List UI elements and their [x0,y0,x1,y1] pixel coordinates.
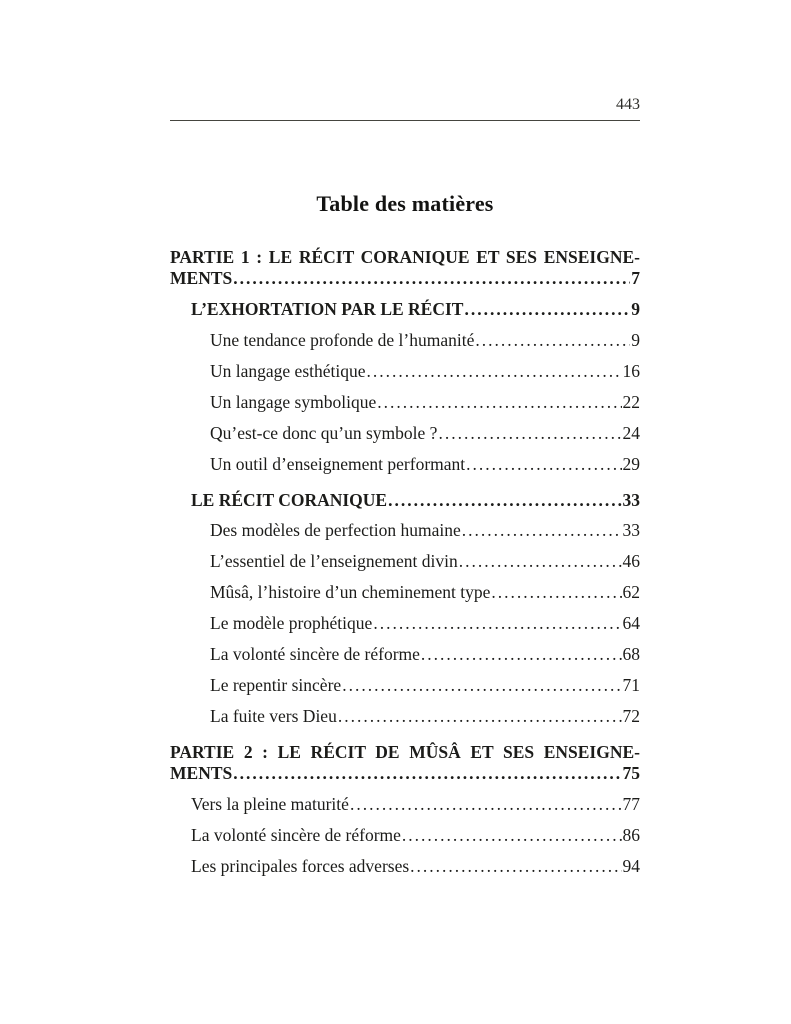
toc-entry [210,551,640,573]
toc-list [170,247,640,878]
toc-entry [210,423,640,445]
dot-leader [388,490,621,512]
dot-leader [475,330,630,352]
toc-entry-page: 9 [631,299,640,320]
dot-leader [367,361,622,383]
dot-leader [402,825,622,847]
toc-entry-label: Un langage esthétique [210,361,366,382]
toc-entry-page: 77 [622,794,640,815]
dot-leader [342,675,621,697]
toc-entry-line [191,490,640,512]
toc-entry-page: 9 [631,330,640,351]
toc-entry [191,825,640,847]
toc-entry-page: 33 [622,489,640,510]
toc-entry-label: MENTS [170,763,233,784]
toc-entry-line [210,454,640,476]
toc-entry-line [170,763,640,785]
toc-entry-page: 33 [622,520,640,541]
toc-entry-label: Le repentir sincère [210,674,342,695]
toc-entry-line [210,675,640,697]
toc-entry-line [170,268,640,290]
toc-entry [191,794,640,816]
header-rule [170,120,640,121]
toc-entry-line [210,644,640,666]
toc-entry-line [210,330,640,352]
toc-entry [210,392,640,414]
dot-leader [338,706,622,728]
page-title: Table des matières [316,190,494,216]
page-content [170,0,640,887]
toc-entry-line [210,520,640,542]
toc-entry-page: 7 [631,268,640,289]
toc-entry-line1: PARTIE 1 : LE RÉCIT CORANIQUE ET SES ENSEIGNE- [170,246,640,267]
toc-entry-label: Mûsâ, l’histoire d’un cheminement type [210,582,491,603]
toc-entry-line [191,794,640,816]
dot-leader [373,613,621,635]
toc-entry-page: 46 [622,551,640,572]
dot-leader [233,763,621,785]
toc-entry-line [191,299,640,321]
toc-entry [210,613,640,635]
toc-entry-label: Un langage symbolique [210,391,377,412]
toc-entry-page: 68 [622,643,640,664]
toc-entry-label: Qu’est-ce donc qu’un symbole ? [210,422,438,443]
toc-entry-label: LE RÉCIT CORANIQUE [191,489,388,510]
toc-entry-page: 71 [622,674,640,695]
toc-entry-line [191,825,640,847]
toc-entry [210,675,640,697]
toc-entry-page: 16 [622,361,640,382]
toc-entry-line [210,361,640,383]
toc-entry-line [210,582,640,604]
toc-entry [210,361,640,383]
toc-entry-label: Les principales forces adverses [191,856,410,877]
toc-entry-page: 64 [622,613,640,634]
toc-entry [170,247,640,291]
toc-entry [210,454,640,476]
toc-entry [170,742,640,786]
toc-entry [191,490,640,512]
toc-entry-page: 29 [622,453,640,474]
dot-leader [350,794,622,816]
toc-entry [210,644,640,666]
dot-leader [466,454,621,476]
toc-entry [210,706,640,728]
toc-entry-page: 62 [622,582,640,603]
dot-leader [421,644,622,666]
toc-entry-label: Un outil d’enseignement performant [210,453,466,474]
toc-entry-label: MENTS [170,268,233,289]
toc-entry-line [210,551,640,573]
dot-leader [459,551,622,573]
toc-entry-page: 22 [622,391,640,412]
dot-leader [233,268,630,290]
toc-entry-label: Vers la pleine maturité [191,794,349,815]
toc-entry-line [191,856,640,878]
toc-entry-label: La fuite vers Dieu [210,705,337,726]
toc-entry-page: 72 [622,705,640,726]
toc-entry-page: 24 [622,422,640,443]
dot-leader [438,423,621,445]
dot-leader [462,520,622,542]
toc-entry-label: Des modèles de perfection humaine [210,520,461,541]
toc-entry-label: L’essentiel de l’enseignement divin [210,551,458,572]
toc-entry-page: 86 [622,825,640,846]
toc-entry-line [210,423,640,445]
toc-entry-line1: PARTIE 2 : LE RÉCIT DE MÛSÂ ET SES ENSEIGNE- [170,741,640,762]
toc-entry [191,299,640,321]
toc-entry [210,330,640,352]
dot-leader [410,856,621,878]
toc-entry-page: 94 [622,856,640,877]
dot-leader [464,299,630,321]
toc-entry-label: La volonté sincère de réforme [191,825,401,846]
running-page-number: 443 [616,96,640,113]
toc-entry-line [210,706,640,728]
toc-entry [210,582,640,604]
dot-leader [491,582,621,604]
toc-entry-label: L’EXHORTATION PAR LE RÉCIT [191,299,464,320]
toc-entry [210,520,640,542]
toc-entry-label: La volonté sincère de réforme [210,643,420,664]
toc-entry-line [210,392,640,414]
dot-leader [377,392,621,414]
toc-entry-page: 75 [622,763,640,784]
toc-entry-label: Une tendance profonde de l’humanité [210,330,475,351]
toc-entry-line [210,613,640,635]
toc-entry [191,856,640,878]
toc-entry-label: Le modèle prophétique [210,613,373,634]
